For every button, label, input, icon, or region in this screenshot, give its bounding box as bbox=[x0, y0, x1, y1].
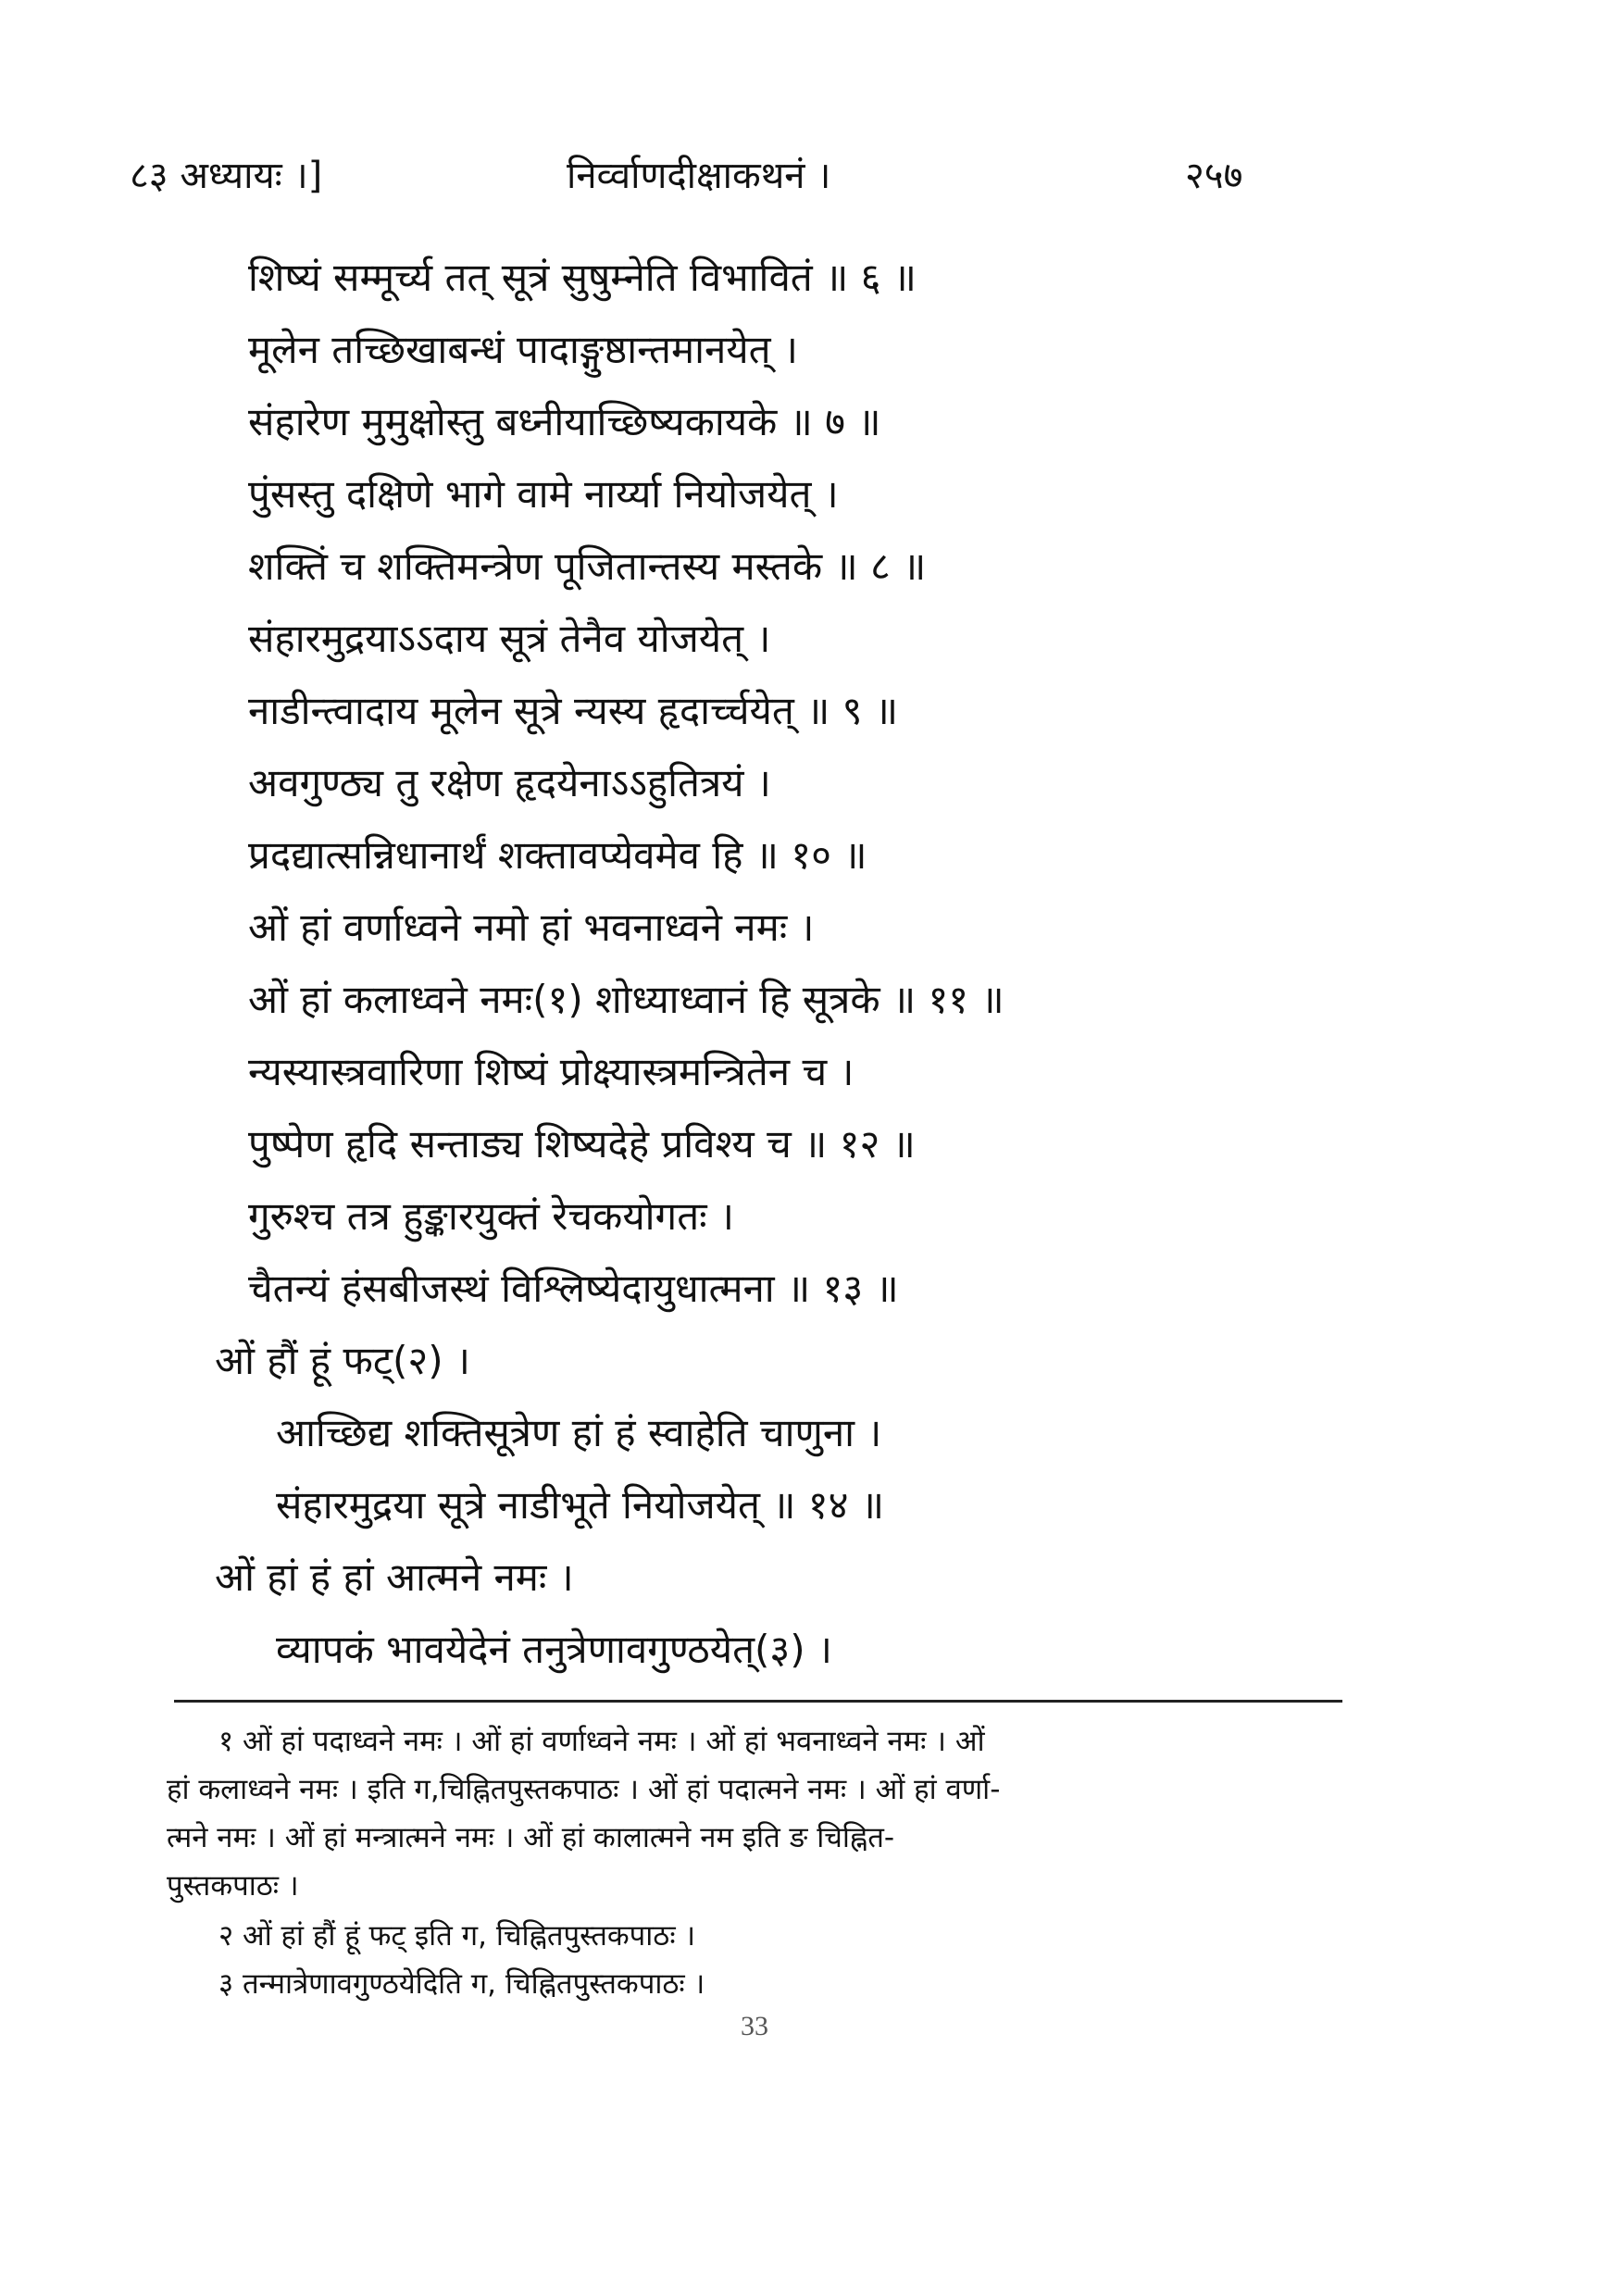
verse-line: प्रदद्यात्सन्निधानार्थं शक्तावप्येवमेव हि ॥ १० ॥ bbox=[248, 832, 867, 878]
verse-line: पुष्पेण हृदि सन्ताड्य शिष्यदेहे प्रविश्य च ॥ १२ ॥ bbox=[248, 1121, 916, 1167]
verse-line: न्यस्यास्त्रवारिणा शिष्यं प्रोक्ष्यास्त्रमन्त्रितेन च । bbox=[248, 1049, 855, 1094]
verse-line: अवगुण्ठ्य तु रक्षेण हृदयेनाऽऽहुतित्रयं । bbox=[248, 760, 771, 805]
footnote-line: १ ओं हां पदाध्वने नमः । ओं हां वर्णाध्वने नमः । ओं हां भवनाध्वने नमः । ओं bbox=[218, 1725, 985, 1758]
chapter-reference: ८३ अध्यायः ।] bbox=[130, 155, 323, 197]
footnote-line: हां कलाध्वने नमः । इति ग,चिह्नितपुस्तकपाठः । ओं हां पदात्मने नमः । ओं हां वर्णा- bbox=[167, 1773, 1001, 1806]
footnote-line: पुस्तकपाठः । bbox=[167, 1869, 299, 1903]
page-number: 33 bbox=[741, 2011, 768, 2041]
verse-line: नाडीन्त्वादाय मूलेन सूत्रे न्यस्य हृदार्च्चयेत् ॥ ९ ॥ bbox=[248, 688, 899, 733]
verse-line: गुरुश्च तत्र हुङ्कारयुक्तं रेचकयोगतः । bbox=[248, 1193, 734, 1239]
running-header bbox=[0, 148, 1622, 204]
verse-line: ओं हां वर्णाध्वने नमो हां भवनाध्वने नमः । bbox=[248, 905, 815, 950]
verse-line: शिष्यं सम्मूर्च्य तत् सूत्रं सुषुम्नेति विभावितं ॥ ६ ॥ bbox=[248, 255, 917, 300]
footnote-line: ३ तन्मात्रेणावगुण्ठयेदिति ग, चिह्नितपुस्तकपाठः । bbox=[218, 1967, 705, 2001]
mantra-line: ओं हां हं हां आत्मने नमः । bbox=[215, 1554, 574, 1600]
footnote-line: २ ओं हां हौं हूं फट् इति ग, चिह्नितपुस्तकपाठः । bbox=[218, 1919, 696, 1953]
verse-line: चैतन्यं हंसबीजस्थं विश्लिष्येदायुधात्मना ॥ १३ ॥ bbox=[248, 1266, 899, 1311]
verse-line: संहारेण मुमुक्षोस्तु बध्नीयाच्छिष्यकायके ॥ ७ ॥ bbox=[248, 399, 881, 444]
folio-number: २५७ bbox=[1185, 155, 1243, 197]
verse-line: मूलेन तच्छिखाबन्धं पादाङ्गुष्ठान्तमानयेत् । bbox=[248, 327, 798, 372]
chapter-title: निर्व्वाणदीक्षाकथनं । bbox=[567, 155, 831, 197]
verse-line: आच्छिद्य शक्तिसूत्रेण हां हं स्वाहेति चाणुना । bbox=[276, 1410, 882, 1455]
footnote-divider bbox=[174, 1700, 1342, 1703]
verse-line: संहारमुद्रया सूत्रे नाडीभूते नियोजयेत् ॥ १४ ॥ bbox=[276, 1482, 884, 1528]
verse-line: व्यापकं भावयेदेनं तनुत्रेणावगुण्ठयेत्(३) । bbox=[276, 1627, 832, 1672]
verse-line: पुंसस्तु दक्षिणे भागे वामे नार्य्या नियोजयेत् । bbox=[248, 471, 839, 517]
verse-line: संहारमुद्रयाऽऽदाय सूत्रं तेनैव योजयेत् । bbox=[248, 616, 771, 661]
footnote-line: त्मने नमः । ओं हां मन्त्रात्मने नमः । ओं हां कालात्मने नम इति ङ चिह्नित- bbox=[167, 1821, 895, 1854]
verse-line: शक्तिं च शक्तिमन्त्रेण पूजितान्तस्य मस्तके ॥ ८ ॥ bbox=[248, 543, 927, 589]
mantra-line: ओं हौं हूं फट्(२) । bbox=[215, 1338, 470, 1383]
verse-line: ओं हां कलाध्वने नमः(१) शोध्याध्वानं हि सूत्रके ॥ ११ ॥ bbox=[248, 977, 1004, 1022]
